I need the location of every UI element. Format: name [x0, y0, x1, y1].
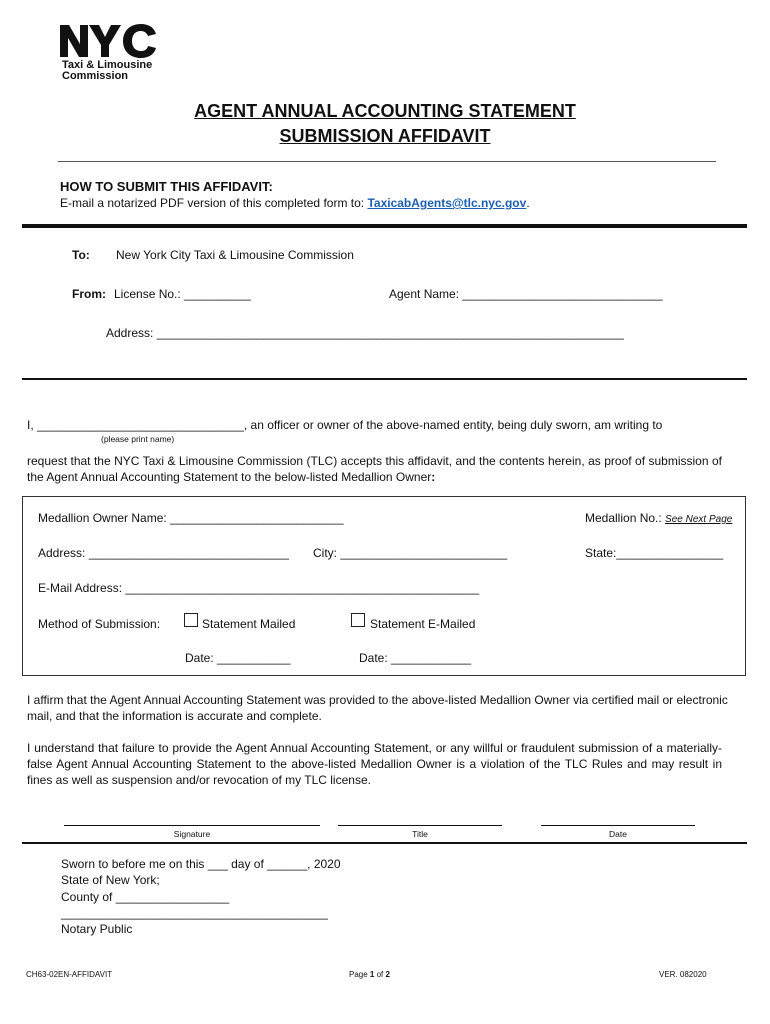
how-to-text: E-mail a notarized PDF version of this completed form to:: [60, 196, 368, 210]
logo-subtitle: [62, 60, 152, 82]
section-divider: [22, 378, 747, 380]
page-title-line-2: SUBMISSION AFFIDAVIT: [279, 126, 491, 146]
owner-city-field[interactable]: City: _________________________: [313, 546, 508, 560]
how-to-period: .: [526, 196, 530, 210]
signature-line[interactable]: [64, 825, 320, 826]
statement-emailed-label: Statement E-Mailed: [370, 617, 476, 631]
medallion-no-label: Medallion No.:: [585, 511, 666, 525]
how-to-heading: HOW TO SUBMIT THIS AFFIDAVIT:: [60, 179, 273, 194]
oath-colon: :: [431, 470, 436, 484]
to-value: New York City Taxi & Limousine Commission: [116, 248, 354, 262]
nyc-logo-text: NYC: [60, 22, 63, 23]
method-of-submission-label: Method of Submission:: [38, 617, 161, 631]
page-total: 2: [385, 970, 390, 979]
title-divider: [58, 161, 716, 162]
address-field[interactable]: Address: ______________________________________________________________________: [106, 326, 624, 340]
nyc-logo: [60, 22, 158, 60]
logo-line-2: Commission: [62, 70, 129, 82]
sworn-line[interactable]: Sworn to before me on this ___ day of ______, 2020: [61, 857, 341, 871]
statement-mailed-label: Statement Mailed: [202, 617, 296, 631]
notary-signature-line[interactable]: ________________________________________: [61, 906, 328, 920]
notary-public-label: Notary Public: [61, 922, 133, 936]
title-line[interactable]: [338, 825, 502, 826]
logo-line-1: Taxi & Limousine: [62, 59, 153, 71]
signature-label: Signature: [173, 829, 211, 839]
statement-mailed-checkbox[interactable]: [184, 613, 198, 627]
from-label: From:: [72, 287, 106, 301]
license-field[interactable]: License No.: __________: [114, 287, 251, 301]
emailed-date-field[interactable]: Date: ____________: [359, 651, 472, 665]
title-label: Title: [412, 829, 428, 839]
county-line[interactable]: County of _________________: [61, 890, 230, 904]
mailed-date-field[interactable]: Date: ___________: [185, 651, 291, 665]
print-name-hint: (please print name): [101, 434, 175, 444]
medallion-owner-name-field[interactable]: Medallion Owner Name: __________________________: [38, 511, 344, 525]
section-divider-thick: [22, 224, 747, 228]
see-next-page-link[interactable]: See Next Page: [665, 514, 733, 525]
page-prefix: Page: [349, 970, 370, 979]
date-label: Date: [609, 829, 627, 839]
statement-emailed-checkbox[interactable]: [351, 613, 365, 627]
affirm-paragraph: I affirm that the Agent Annual Accounting Statement was provided to the above-listed Medallion Owner via certified mail or electronic mail, and that the information is accurate and complete.: [27, 693, 728, 723]
state-line: State of New York;: [61, 873, 160, 887]
email-link[interactable]: TaxicabAgents@tlc.nyc.gov: [367, 196, 527, 210]
owner-email-field[interactable]: E-Mail Address: _____________________________________________________: [38, 581, 480, 595]
agent-name-field[interactable]: Agent Name: ______________________________: [389, 287, 663, 301]
page-of: of: [374, 970, 386, 979]
owner-state-field[interactable]: State:________________: [585, 546, 724, 560]
medallion-no-field: [585, 511, 732, 525]
date-line[interactable]: [541, 825, 695, 826]
oath-paragraph: [27, 453, 722, 485]
understand-paragraph: I understand that failure to provide the Agent Annual Accounting Statement, or any willful or fraudulent submission of a materially-false Agent Annual Accounting Statement to the above-listed Medallion Owner is a violation of the TLC Rules and may result in fines as well as suspension and/or revocation of my TLC license.: [27, 741, 722, 787]
version-label: VER. 082020: [659, 970, 707, 979]
oath-line-1[interactable]: I, _______________________________, an officer or owner of the above-named entity, being duly sworn, am writing to: [27, 418, 663, 432]
owner-address-field[interactable]: Address: ______________________________: [38, 546, 289, 560]
page-title-line-1: AGENT ANNUAL ACCOUNTING STATEMENT: [194, 101, 576, 121]
signature-divider: [22, 842, 747, 844]
page-current: 1: [369, 970, 375, 979]
page-number: [349, 970, 390, 979]
form-code: CH63-02EN-AFFIDAVIT: [26, 970, 113, 979]
oath-line-2: request that the NYC Taxi & Limousine Commission (TLC) accepts this affidavit, and the contents herein, as proof of submission of the Agent Annual Accounting Statement to the below-listed Medallion Owner: [27, 454, 722, 484]
how-to-instructions: [60, 196, 530, 210]
to-label: To:: [72, 248, 90, 262]
